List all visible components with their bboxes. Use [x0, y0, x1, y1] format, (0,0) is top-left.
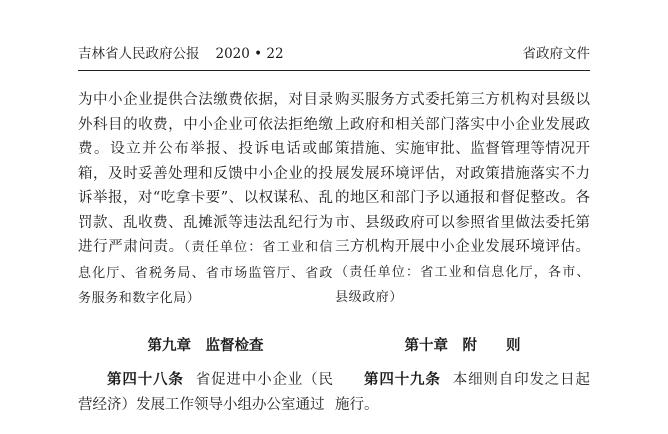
- article-48: [78, 368, 333, 417]
- right-responsibility-note: （责任单位：省工业和信息化厅，各市、县级政府）: [335, 264, 590, 305]
- issue-number: 2020 • 22: [215, 46, 284, 62]
- article-49: [335, 368, 590, 417]
- publication-title: 吉林省人民政府公报: [78, 46, 200, 62]
- article-48-label: 第四十八条: [107, 371, 184, 388]
- chapter-10-heading: 第十章 附 则: [404, 337, 521, 354]
- article-49-text: 本细则自印发之日起施行。: [335, 372, 591, 413]
- right-body: 购买服务方式委托第三方机构对县级以上政府和相关部门落实中小企业发展政策措施、实施审批、监督管理等情况开展发展环境评估，对政策措施落实不力的地区和部门予以通报和督促整改。各市、县级政府可以参照省里做法委托第三方机构开展中小企业发展环境评估。: [335, 92, 590, 255]
- chapter-9-heading: 第九章 监督检查: [147, 337, 264, 354]
- right-body-text: [335, 88, 590, 311]
- header-rule: [78, 70, 590, 71]
- section-label: 省政府文件: [522, 46, 590, 62]
- left-column: [78, 88, 333, 312]
- left-body: 为中小企业提供合法缴费依据，对目录外科目的收费，中小企业可依法拒绝缴费。设立并公布举报、投诉电话或邮箱，及时妥善处理和反馈中小企业的投诉举报，对“吃拿卡要”、以权谋私、乱罚款、乱收费、乱摊派等违法乱纪行为进行严肃问责。: [78, 92, 333, 255]
- left-responsibility-note: （责任单位：省工业和信息化厅、省税务局、省市场监管厅、省政务服务和数字化局）: [78, 240, 333, 306]
- left-body-text: [78, 88, 333, 312]
- article-48-text: 省促进中小企业（民营经济）发展工作领导小组办公室通过: [78, 372, 334, 413]
- page-header: [78, 42, 590, 64]
- right-column: [335, 88, 590, 311]
- header-left: [78, 42, 284, 62]
- article-49-label: 第四十九条: [364, 371, 441, 388]
